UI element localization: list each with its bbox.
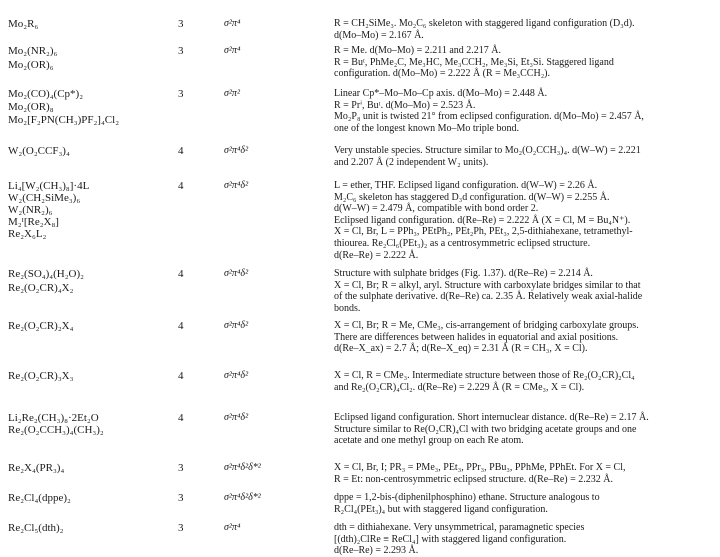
description-line: M₂C₆ skeleton has staggered D₃d configuration. d(W–W) = 2.255 Å.: [334, 191, 610, 203]
description-line: R = Prⁱ, Buᵗ. d(Mo–Mo) = 2.523 Å.: [334, 99, 476, 111]
description-cell: [334, 462, 714, 485]
configuration-cell: [224, 180, 324, 192]
description-line: configuration. d(Mo–Mo) = 2.222 Å (R = Me₃CCH₂).: [334, 68, 551, 80]
bond-order-cell: [178, 370, 218, 382]
bond-order-cell: [178, 180, 218, 192]
bond-order-cell: [178, 412, 218, 424]
configuration-cell: [224, 145, 324, 157]
description-line: and 2.207 Å (2 independent W₂ units).: [334, 156, 489, 168]
description-line: acetate and one methyl group on each Re atom.: [334, 435, 524, 447]
description-line: d(Re–Re) = 2.222 Å.: [334, 249, 419, 261]
description-line: Eclipsed ligand configuration. d(Re–Re) = 2.222 Å (X = Cl, M = Bu₄N⁺).: [334, 214, 631, 226]
formula: W₂(CH₂SiMe₃)₆: [8, 192, 81, 204]
formula: Mo₂[F₂PN(CH₃)PF₂]₄Cl₂: [8, 114, 120, 126]
description-line: d(Re–X_ax) = 2.7 Å; d(Re–X_eq) = 2.31 Å (R = CH₃, X = Cl).: [334, 343, 588, 355]
configuration: σ²π⁴δ²: [224, 320, 249, 331]
formula: Re₂Cl₄(dppe)₂: [8, 492, 71, 504]
description-line: one of the longest known Mo–Mo triple bond.: [334, 122, 519, 134]
bond-order: 4: [178, 412, 184, 424]
formula: W₂(NR₂)₆: [8, 204, 53, 216]
description-line: X = Cl, Br; R = Me, CMe₃, cis-arrangement of bridging carboxylate groups.: [334, 320, 639, 331]
bond-order-cell: [178, 145, 218, 157]
description-cell: [334, 268, 714, 314]
bond-order-cell: [178, 462, 218, 474]
bond-order-cell: [178, 492, 218, 504]
configuration: σ²π⁴: [224, 18, 241, 29]
bond-order: 3: [178, 522, 184, 534]
formula: Li₄[W₂(CH₃)₈]·4L: [8, 180, 90, 192]
description-line: There are differences between halides in equatorial and axial positions.: [334, 331, 619, 343]
description-line: dth = dithiahexane. Very unsymmetrical, paramagnetic species: [334, 522, 585, 533]
bond-order-cell: [178, 45, 218, 57]
bond-order: 3: [178, 18, 184, 30]
formula: Mo₂(CO)₄(Cp*)₂: [8, 88, 84, 100]
bond-order: 3: [178, 45, 184, 57]
formula: Li₂Re₂(CH₃)₈·2Et₂O: [8, 412, 99, 424]
description-cell: [334, 88, 714, 134]
description-cell: [334, 45, 714, 80]
formula: Mo₂(NR₂)₆: [8, 45, 58, 57]
formula: W₂(O₂CCF₃)₄: [8, 145, 70, 157]
description-line: Structure similar to Re(O₂CR)₄Cl with two bridging acetate groups and one: [334, 423, 637, 435]
configuration: σ²π²: [224, 88, 240, 99]
description-line: R = Buᵗ, PhMe₂C, Me₃HC, Me₃CCH₂, Me₃Si, Et₃Si. Staggered ligand: [334, 56, 614, 68]
description-line: and Re₂(O₂CR)₄Cl₂. d(Re–Re) = 2.229 Å (R = CMe₃, X = Cl).: [334, 381, 585, 393]
formula: Re₂Cl₅(dth)₂: [8, 522, 64, 534]
description-line: Eclipsed ligand configuration. Short internuclear distance. d(Re–Re) = 2.17 Å.: [334, 412, 649, 423]
formula: Re₂(O₂CR)₂X₄: [8, 320, 74, 332]
configuration: σ²π⁴δ²: [224, 370, 249, 381]
bond-order: 4: [178, 268, 184, 280]
configuration-cell: [224, 492, 324, 504]
configuration-cell: [224, 18, 324, 30]
bond-order-cell: [178, 522, 218, 534]
description-line: Very unstable species. Structure similar to Mo₂(O₂CCH₃)₄. d(W–W) = 2.221: [334, 145, 641, 156]
configuration-cell: [224, 412, 324, 424]
description-line: X = Cl, Br; R = alkyl, aryl. Structure with carboxylate bridges similar to that: [334, 279, 641, 291]
description-cell: [334, 18, 714, 41]
description-cell: [334, 145, 714, 168]
description-line: d(W–W) = 2.479 Å, compatible with bond order 2.: [334, 203, 539, 215]
configuration-cell: [224, 462, 324, 474]
description-line: R = Et: non-centrosymmetric eclipsed structure. d(Re–Re) = 2.232 Å.: [334, 473, 613, 485]
configuration: σ²π⁴δ²: [224, 180, 249, 191]
description-line: of the sulphate derivative. d(Re–Re) ca. 2.35 Å. Relatively weak axial-halide: [334, 291, 643, 303]
configuration-cell: [224, 522, 324, 534]
description-line: [(dth)₂ClRe ≡ ReCl₄] with staggered ligand configuration.: [334, 533, 567, 545]
formula: Mo₂R₆: [8, 18, 39, 30]
description-line: R = CH₂SiMe₃. Mo₂C₆ skeleton with staggered ligand configuration (D₃d).: [334, 18, 635, 29]
description-line: R = Me. d(Mo–Mo) = 2.211 and 2.217 Å.: [334, 45, 502, 56]
configuration-cell: [224, 88, 324, 100]
bond-order: 3: [178, 88, 184, 100]
description-line: Linear Cp*–Mo–Mo–Cp axis. d(Mo–Mo) = 2.448 Å.: [334, 88, 548, 99]
bond-order-cell: [178, 18, 218, 30]
formula: Mo₂(OR)₈: [8, 101, 54, 113]
formula: Re₂(SO₄)₄(H₂O)₂: [8, 268, 84, 280]
description-line: X = Cl, Br, L = PPh₃, PEtPh₂, PEt₂Ph, PEt₃, 2,5-dithiahexane, tetramethyl-: [334, 226, 633, 238]
bond-order: 3: [178, 462, 184, 474]
bond-order-cell: [178, 320, 218, 332]
description-line: X = Cl, R = CMe₃. Intermediate structure between those of Re₂(O₂CR)₂Cl₄: [334, 370, 635, 381]
bond-order: 4: [178, 370, 184, 382]
formula: Re₂(O₂CCH₃)₄(CH₃)₂: [8, 424, 104, 436]
formula: Mo₂(OR)₆: [8, 59, 54, 71]
bond-order: 4: [178, 180, 184, 192]
bond-order-cell: [178, 268, 218, 280]
configuration: σ²π⁴δ²δ*²: [224, 492, 261, 503]
configuration-cell: [224, 268, 324, 280]
formula: M₂ᴵ[Re₂X₈]: [8, 216, 59, 228]
description-line: d(Mo–Mo) = 2.167 Å.: [334, 29, 424, 41]
bond-order: 4: [178, 145, 184, 157]
configuration: σ²π⁴δ²: [224, 412, 249, 423]
formula: Re₂(O₂CR)₄X₂: [8, 282, 74, 294]
formula: Re₂(O₂CR)₃X₃: [8, 370, 74, 382]
description-line: dppe = 1,2-bis-(diphenilphosphino) ethane. Structure analogous to: [334, 492, 600, 503]
description-line: thiourea. Re₂Cl₆(PEt₃)₂ as a centrosymmetric eclipsed structure.: [334, 237, 591, 249]
description-cell: [334, 522, 714, 557]
configuration-cell: [224, 320, 324, 332]
description-line: Structure with sulphate bridges (Fig. 1.37). d(Re–Re) = 2.214 Å.: [334, 268, 593, 279]
description-cell: [334, 412, 714, 447]
description-line: bonds.: [334, 302, 361, 314]
description-line: L = ether, THF. Eclipsed ligand configuration. d(W–W) = 2.26 Å.: [334, 180, 598, 191]
configuration-cell: [224, 370, 324, 382]
description-cell: [334, 492, 714, 515]
description-line: R₂Cl₄(PEt₃)₄ but with staggered ligand configuration.: [334, 503, 548, 515]
formula: Re₂X₄(PR₃)₄: [8, 462, 65, 474]
configuration: σ²π⁴: [224, 522, 241, 533]
formula: Re₂X₆L₂: [8, 228, 47, 240]
configuration: σ²π⁴δ²: [224, 145, 249, 156]
description-line: d(Re–Re) = 2.293 Å.: [334, 545, 419, 557]
description-cell: [334, 370, 714, 393]
configuration: σ²π⁴: [224, 45, 241, 56]
configuration-cell: [224, 45, 324, 57]
description-line: Mo₂P₈ unit is twisted 21° from eclipsed configuration. d(Mo–Mo) = 2.457 Å,: [334, 111, 644, 123]
configuration: σ²π⁴δ²δ*²: [224, 462, 261, 473]
bond-order-cell: [178, 88, 218, 100]
description-cell: [334, 180, 714, 261]
bond-order: 3: [178, 492, 184, 504]
configuration: σ²π⁴δ²: [224, 268, 249, 279]
bond-order: 4: [178, 320, 184, 332]
description-cell: [334, 320, 714, 355]
description-line: X = Cl, Br, I; PR₃ = PMe₃, PEt₃, PPr₃, PBu₃, PPhMe, PPhEt. For X = Cl,: [334, 462, 626, 473]
